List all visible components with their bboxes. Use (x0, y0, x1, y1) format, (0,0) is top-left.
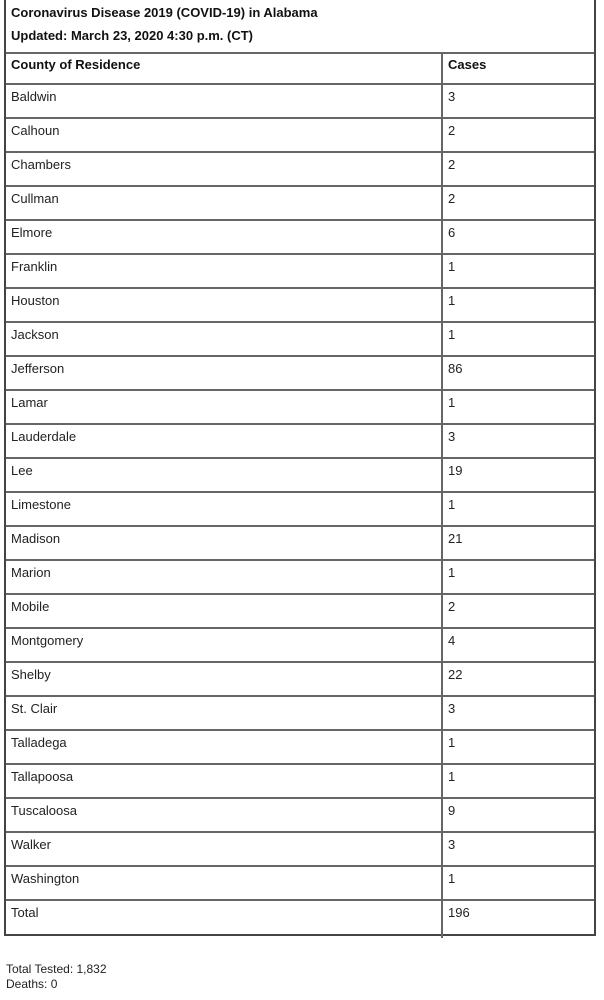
county-cell: Marion (6, 560, 442, 594)
table-row (6, 560, 594, 594)
county-cell: Walker (6, 832, 442, 866)
cases-cell: 1 (442, 492, 594, 526)
table-row (6, 458, 594, 492)
cases-cell: 1 (442, 390, 594, 424)
total-cases: 196 (442, 900, 594, 938)
county-cell: Montgomery (6, 628, 442, 662)
report-footer (6, 962, 107, 992)
cases-cell: 1 (442, 866, 594, 900)
county-cases-table-frame (4, 0, 596, 936)
cases-cell: 1 (442, 730, 594, 764)
table-row (6, 118, 594, 152)
table-header-row (6, 54, 594, 84)
report-title: Coronavirus Disease 2019 (COVID-19) in Alabama (11, 5, 318, 20)
table-row (6, 798, 594, 832)
table-row (6, 220, 594, 254)
total-label: Total (6, 900, 442, 938)
cases-cell: 86 (442, 356, 594, 390)
county-cell: Washington (6, 866, 442, 900)
table-row (6, 84, 594, 118)
cases-cell: 1 (442, 560, 594, 594)
cases-cell: 6 (442, 220, 594, 254)
table-row (6, 424, 594, 458)
cases-cell: 3 (442, 424, 594, 458)
cases-cell: 1 (442, 322, 594, 356)
table-row (6, 322, 594, 356)
table-row (6, 832, 594, 866)
table-row (6, 662, 594, 696)
cases-column-header: Cases (442, 54, 594, 84)
county-cell: Houston (6, 288, 442, 322)
county-cell: Talladega (6, 730, 442, 764)
county-cell: Cullman (6, 186, 442, 220)
table-row (6, 492, 594, 526)
table-body (6, 84, 594, 938)
cases-cell: 21 (442, 526, 594, 560)
county-cell: Tallapoosa (6, 764, 442, 798)
cases-cell: 22 (442, 662, 594, 696)
table-row (6, 594, 594, 628)
report-updated-timestamp: Updated: March 23, 2020 4:30 p.m. (CT) (11, 28, 254, 43)
table-row (6, 866, 594, 900)
county-cell: Elmore (6, 220, 442, 254)
county-cell: Mobile (6, 594, 442, 628)
covid-report (4, 0, 596, 936)
table-row (6, 764, 594, 798)
total-tested: Total Tested: 1,832 (6, 962, 107, 976)
deaths-count: Deaths: 0 (6, 977, 58, 991)
table-row (6, 526, 594, 560)
table-row (6, 628, 594, 662)
table-row (6, 356, 594, 390)
cases-cell: 9 (442, 798, 594, 832)
table-row (6, 390, 594, 424)
county-cell: Lamar (6, 390, 442, 424)
cases-cell: 19 (442, 458, 594, 492)
cases-cell: 2 (442, 118, 594, 152)
table-row (6, 152, 594, 186)
county-cell: Limestone (6, 492, 442, 526)
county-cell: Calhoun (6, 118, 442, 152)
county-cell: Jackson (6, 322, 442, 356)
cases-cell: 1 (442, 254, 594, 288)
table-row (6, 288, 594, 322)
county-cases-table (6, 54, 594, 938)
total-row (6, 900, 594, 938)
cases-cell: 2 (442, 186, 594, 220)
county-cell: Lauderdale (6, 424, 442, 458)
cases-cell: 3 (442, 696, 594, 730)
cases-cell: 2 (442, 152, 594, 186)
cases-cell: 1 (442, 764, 594, 798)
county-cell: Madison (6, 526, 442, 560)
county-cell: Jefferson (6, 356, 442, 390)
county-cell: Tuscaloosa (6, 798, 442, 832)
table-row (6, 730, 594, 764)
county-column-header: County of Residence (6, 54, 442, 84)
county-cell: Lee (6, 458, 442, 492)
county-cell: Baldwin (6, 84, 442, 118)
cases-cell: 4 (442, 628, 594, 662)
cases-cell: 3 (442, 832, 594, 866)
county-cell: Shelby (6, 662, 442, 696)
report-title-block (6, 0, 594, 54)
cases-cell: 2 (442, 594, 594, 628)
county-cell: Franklin (6, 254, 442, 288)
table-row (6, 186, 594, 220)
table-row (6, 254, 594, 288)
cases-cell: 1 (442, 288, 594, 322)
county-cell: Chambers (6, 152, 442, 186)
county-cell: St. Clair (6, 696, 442, 730)
cases-cell: 3 (442, 84, 594, 118)
table-row (6, 696, 594, 730)
